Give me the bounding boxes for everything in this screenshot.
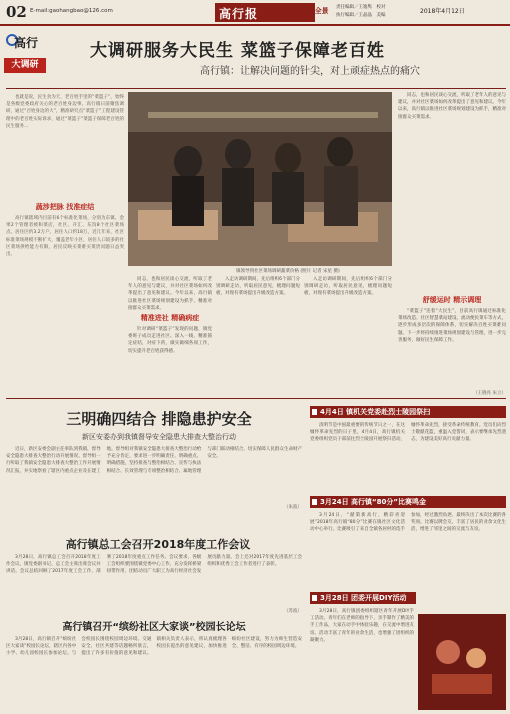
- right-bar-1-title: 4月4日 镇机关党委赴烈士陵园祭扫: [320, 408, 431, 416]
- section-heading: 蔬涉把脉 找准症结: [35, 203, 95, 211]
- right-story-3: [310, 608, 414, 706]
- masthead: 高行报: [215, 3, 315, 22]
- diy-photo: [418, 614, 506, 710]
- lead-intro: 也就是说，民生食为天，老百姓手里的“菜篮子”，始终是各级党委政府关心的老百姓身边事。高行镇日前聚焦调研，通过“百姓身边的大”，精准研究点“菜篮子”工程建设管理中的老百姓实际诉求，通过“菜篮子”菜篮子保障老百姓的民生服务...: [6, 95, 124, 129]
- lead-body-3: 针对调研“菜篮子”发现的问题，镇党委班子成员走进社区、深入一线，精准锚定症结，对症下药，做实做细各项工作，切实提升老百姓获得感。: [128, 327, 212, 354]
- story4-headline: 高行镇召开“缤纷社区大家谈”校园长论坛: [62, 622, 246, 633]
- story2-headline: 三明确四结合 排隐患护安全: [66, 410, 252, 428]
- lead-column-4: [398, 92, 506, 320]
- market-scene-image: [128, 92, 392, 266]
- story2-byline: （朱波）: [284, 505, 302, 510]
- story2-subhead: 新区安委办到我镇督导安全隐患大排查大整治行动: [82, 433, 236, 441]
- right-body-2: 3月24日，“献策新高行，精彩喜迎展”2018年高行镇“80分”比赛在镇社区文化活动中心举行。比赛吸引了来自全镇各居村的选手参加，经过激烈角逐，最终决出了本次比赛的各奖项。比赛以牌会友，丰富了居民的业余文化生活，增进了邻里之间的交流与友谊。: [310, 513, 506, 533]
- section-heading-3: 舒缓运时 精示调理: [422, 296, 482, 304]
- story3-byline: （苏波）: [284, 609, 302, 614]
- lead-body-5: 同志，也和居民谈心交流，听取了老年人的意见与建议，并对社区菜场如何改革提出了意见和建议。今年以来，高行镇以推进社区菜场规划建设为抓手，精准对接群众买菜需求。: [398, 93, 506, 120]
- lead-body-7: “菜篮子”连着“大民生”，目前高行镇通过标准化菜场改造、社区智慧菜站建设、流动便民菜车等方式，逐步形成多层次的保障体系，切实解决百姓买菜难问题。下一步将持续推进菜场规划建设与管理，进一步完善服务，做好民生保障工作。: [398, 309, 506, 343]
- right-bar-2-title: 3月24日 高行镇“80分”比赛鸣金: [320, 498, 426, 506]
- right-bar-2: [310, 496, 506, 508]
- contact-email: E-mail:gaohangbao@126.com: [30, 8, 113, 14]
- craft-image: [418, 614, 506, 710]
- lead-body-4: 入走访调研期间，先后组织6个部门分别调研走访，听取居民意见，梳理问题短板，对现有菜场提出升级改造方案。: [216, 277, 300, 297]
- credits-line-1: 责任编辑／王逸隽 校对: [336, 5, 386, 10]
- lead-body-6: 入走访调研期间，先后组织6个部门分别调研走访，听取居民意见，梳理问题短板，对现有菜场提出升级改造方案。: [304, 277, 392, 297]
- lead-column-3: [216, 276, 300, 388]
- right-bar-3: [310, 592, 416, 604]
- right-bar-1: [310, 406, 506, 418]
- story4-body: [6, 636, 302, 708]
- lead-column-2: [128, 276, 212, 392]
- right-story-2: [310, 512, 506, 576]
- feature-logo: [4, 30, 46, 84]
- right-body-3: 3月28日，高行镇团委组织辖区青年开展DIY手工活动。青年们在老师的指导下，亲手制作了精美的手工作品，大家在动手中体验乐趣，在交流中增进友谊。活动丰富了青年的业余生活，也增强了团组织的凝聚力。: [310, 609, 414, 643]
- page-header: [0, 0, 510, 26]
- story2-body: [6, 446, 302, 510]
- photo-caption: 镇领导到社区菜场调研蔬菜价格 (照片 记者 宋星 摄): [236, 269, 340, 274]
- lead-body-2: 同志，也和居民谈心交流，听取了老年人的意见与建议，并对社区菜场如何改革提出了意见和建议。今年以来，高行镇以推进社区菜场规划建设为抓手，精准对接群众买菜需求。: [128, 277, 212, 310]
- lead-intro-column: [6, 94, 124, 383]
- credits-line-2: 执行编辑／王晶晶 美编: [336, 13, 386, 18]
- story3-body: [6, 554, 302, 614]
- divider: [6, 88, 506, 89]
- right-bar-3-title: 3月28日 团委开展DIY活动: [320, 594, 407, 602]
- editorial-credits: [336, 4, 386, 20]
- right-story-1: [310, 422, 506, 478]
- story4-header: [6, 618, 302, 632]
- section-label: ·全景: [312, 7, 329, 15]
- lead-byline: （王晓亮 朱立）: [473, 391, 506, 396]
- lead-headline: 大调研服务大民生 菜篮子保障老百姓: [90, 41, 385, 61]
- story3-text: 3月28日，高行镇总工会召开2018年度工作会议。镇党委副书记、总工会主席出席会议并讲话。会议总结回顾了2017年度工会工作，部署了2018年度重点工作任务。会议要求，各级工会组织要围绕镇党委中心工作，充分发挥桥梁纽带作用，团结动员广大职工为高行经济社会发展贡献力量。会上还对2017年度先进基层工会组织和优秀工会工作者进行了表彰。: [6, 555, 302, 575]
- lead-subhead: 高行镇：让解决问题的针尖，对上顽症热点的痛穴: [200, 66, 420, 77]
- page-number: 02: [6, 3, 27, 21]
- issue-date: 2018年4月12日: [420, 8, 465, 15]
- story3-headline: 高行镇总工会召开2018年度工作会议: [65, 538, 251, 551]
- lead-photo: [128, 92, 392, 266]
- lead-body-1: 高行镇辖域内目前有6个标准化菜场，分别为东镇、金果2个管理者被和菜店，社区、开汇、东沟8个社区菜场点。居住区约3.2万户，居住人口约18万，近几年来，社区标准菜场规模不断扩大，覆盖老年小区，居住人口较多的社区菜场供给能力有限，居民反映买菜难买菜贵问题日益突出。: [6, 216, 124, 258]
- story4-text: 3月28日，高行镇召开“缤纷社区大家谈”校园长论坛，辖区内各中小学、幼儿园校园长参加论坛。与会校园长围绕校园周边环境、交通安全、社区共建等话题畅所欲言，提出了许多有价值的意见和建议。镇相关负责人表示，将认真梳理各校园长提出的意见建议，加快推进缤纷社区建设，努力为师生营造安全、整洁、有序的校园周边环境。: [6, 637, 302, 657]
- right-body-1: 清明节是中国最重要的传统节日之一，在这缅怀革命先烈的日子里，4月4日，高行镇机关党委组织党员干部前往烈士陵园开展祭扫活动，缅怀革命先烈，接受革命传统教育。党员们向烈士敬献花篮，重温入党誓词，表示要继承先烈遗志，为建设美好高行贡献力量。: [310, 423, 506, 443]
- divider: [6, 398, 506, 399]
- logo-top-text: 高行: [14, 36, 39, 50]
- lead-column-5: [304, 276, 392, 388]
- section-heading-2: 精准进社 精确病症: [140, 314, 200, 322]
- story2-text: 近日，新区安委会副主任率队到我镇，督导安全隐患大排查大整治行动开展情况。督导组一行听取了我镇安全隐患大排查大整治工作开展情况汇报，并实地察看了辖区内重点企业及在建工地。督导组对我镇安全隐患大排查大整治行动给予充分肯定，要求进一步明确责任、明确重点、明确措施，坚持排查与整治相结合、宣传与执法相结合、长效管理与专项整治相结合、属地管理与部门联动相结合，切实保障人民群众生命财产安全。: [6, 447, 302, 474]
- lead-column-6: [398, 292, 506, 396]
- logo-bottom-text: 大调研: [4, 58, 46, 73]
